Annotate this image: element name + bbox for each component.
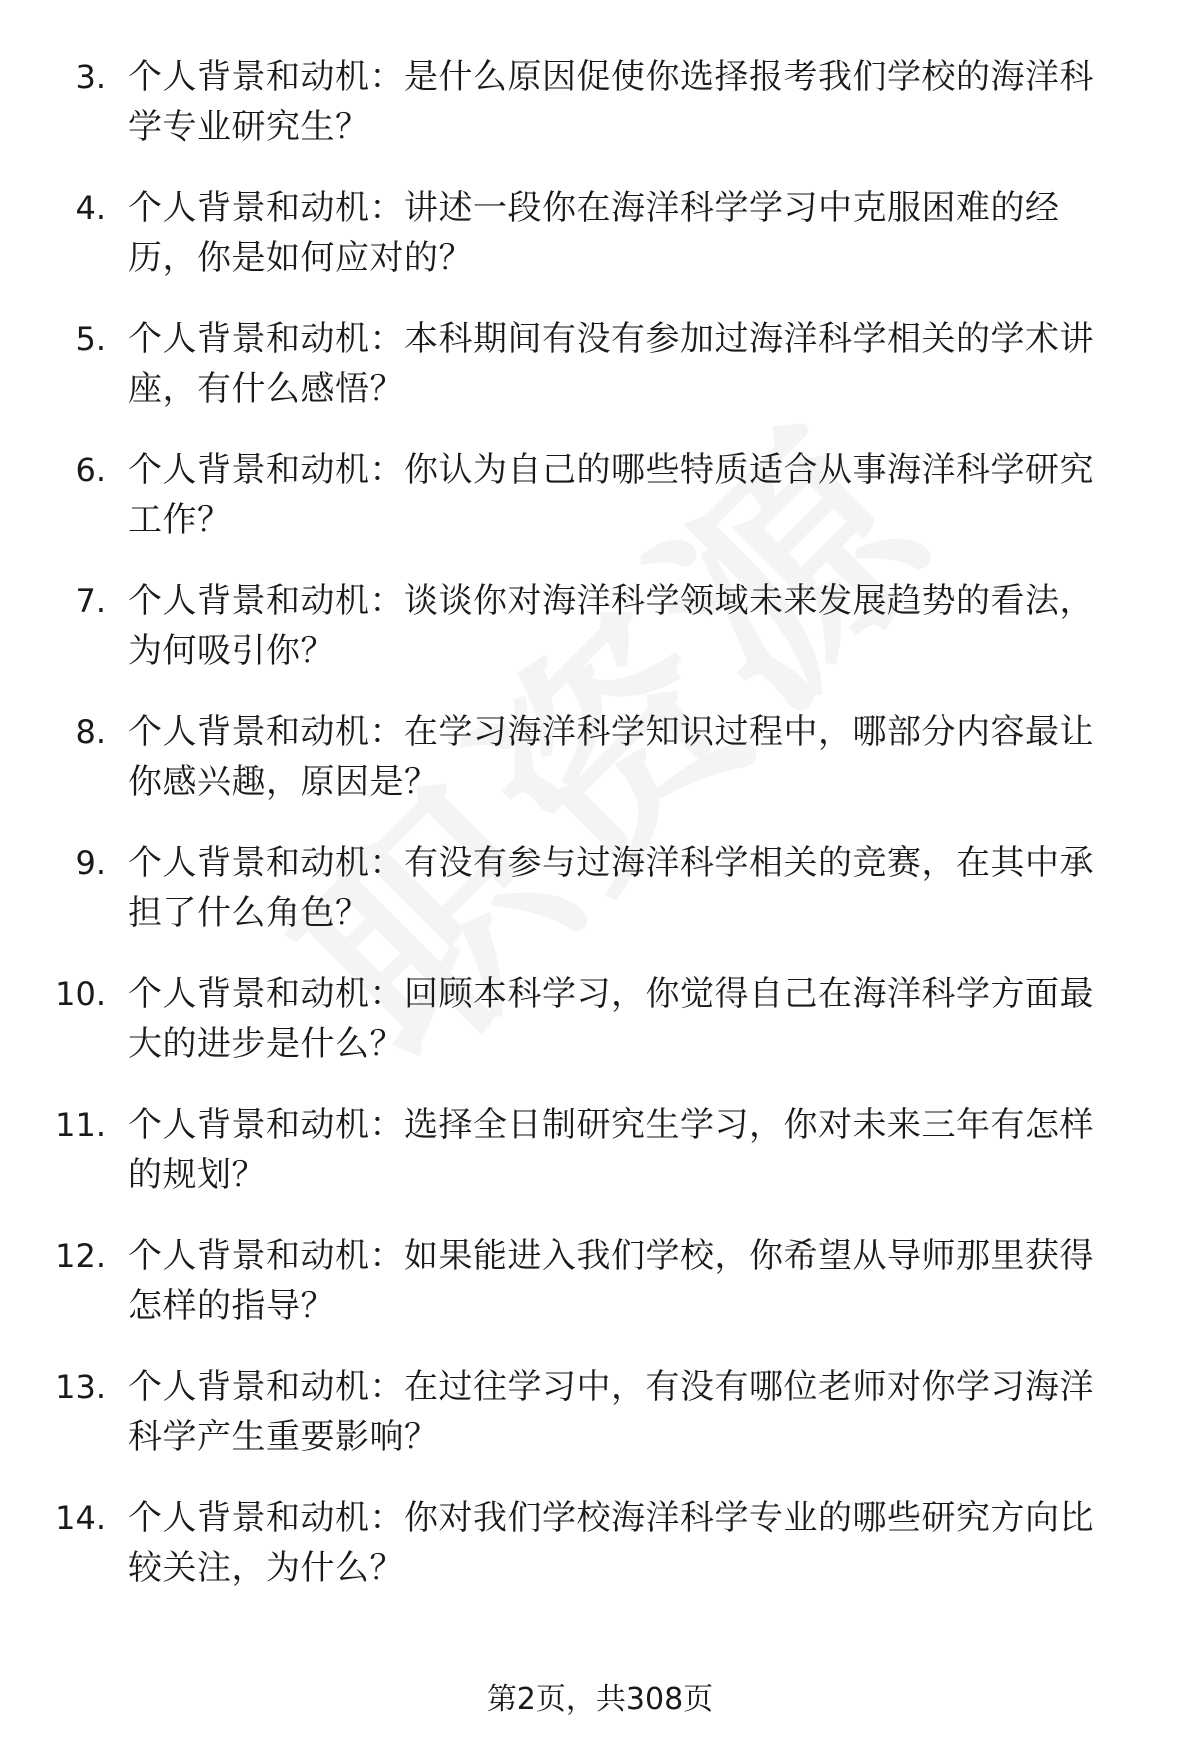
item-text: 个人背景和动机：讲述一段你在海洋科学学习中克服困难的经历，你是如何应对的？ [128,188,1060,278]
list-item [0,314,1200,445]
item-text: 个人背景和动机：是什么原因促使你选择报考我们学校的海洋科学专业研究生？ [128,57,1094,147]
item-number: 9. [75,844,106,882]
item-number: 3. [75,58,106,96]
item-text: 个人背景和动机：你认为自己的哪些特质适合从事海洋科学研究工作？ [128,450,1094,540]
item-text: 个人背景和动机：选择全日制研究生学习，你对未来三年有怎样的规划？ [128,1105,1094,1195]
item-text: 个人背景和动机：在学习海洋科学知识过程中，哪部分内容最让你感兴趣，原因是？ [128,712,1094,802]
item-number: 11. [55,1106,106,1144]
item-number: 14. [55,1499,106,1537]
item-number: 6. [75,451,106,489]
page-footer: 第2页，共308页 [486,1682,714,1717]
list-item [0,1362,1200,1493]
list-item [0,1231,1200,1362]
item-text: 个人背景和动机：有没有参与过海洋科学相关的竞赛，在其中承担了什么角色？ [128,843,1094,933]
list-item [0,52,1200,183]
list-item [0,707,1200,838]
list-item [0,576,1200,707]
item-number: 5. [75,320,106,358]
item-number: 8. [75,713,106,751]
list-item [0,1493,1200,1624]
list-item [0,1100,1200,1231]
item-number: 12. [55,1237,106,1275]
item-text: 个人背景和动机：如果能进入我们学校，你希望从导师那里获得怎样的指导？ [128,1236,1094,1326]
list-item [0,183,1200,314]
item-number: 4. [75,189,106,227]
item-number: 7. [75,582,106,620]
item-text: 个人背景和动机：你对我们学校海洋科学专业的哪些研究方向比较关注，为什么？ [128,1498,1094,1588]
item-text: 个人背景和动机：在过往学习中，有没有哪位老师对你学习海洋科学产生重要影响？ [128,1367,1094,1457]
item-text: 个人背景和动机：回顾本科学习，你觉得自己在海洋科学方面最大的进步是什么？ [128,974,1094,1064]
list-item [0,969,1200,1100]
item-text: 个人背景和动机：谈谈你对海洋科学领域未来发展趋势的看法，为何吸引你？ [128,581,1094,671]
list-item [0,445,1200,576]
question-list [0,52,1200,1624]
item-number: 13. [55,1368,106,1406]
item-text: 个人背景和动机：本科期间有没有参加过海洋科学相关的学术讲座，有什么感悟？ [128,319,1094,409]
list-item [0,838,1200,969]
item-number: 10. [55,975,106,1013]
